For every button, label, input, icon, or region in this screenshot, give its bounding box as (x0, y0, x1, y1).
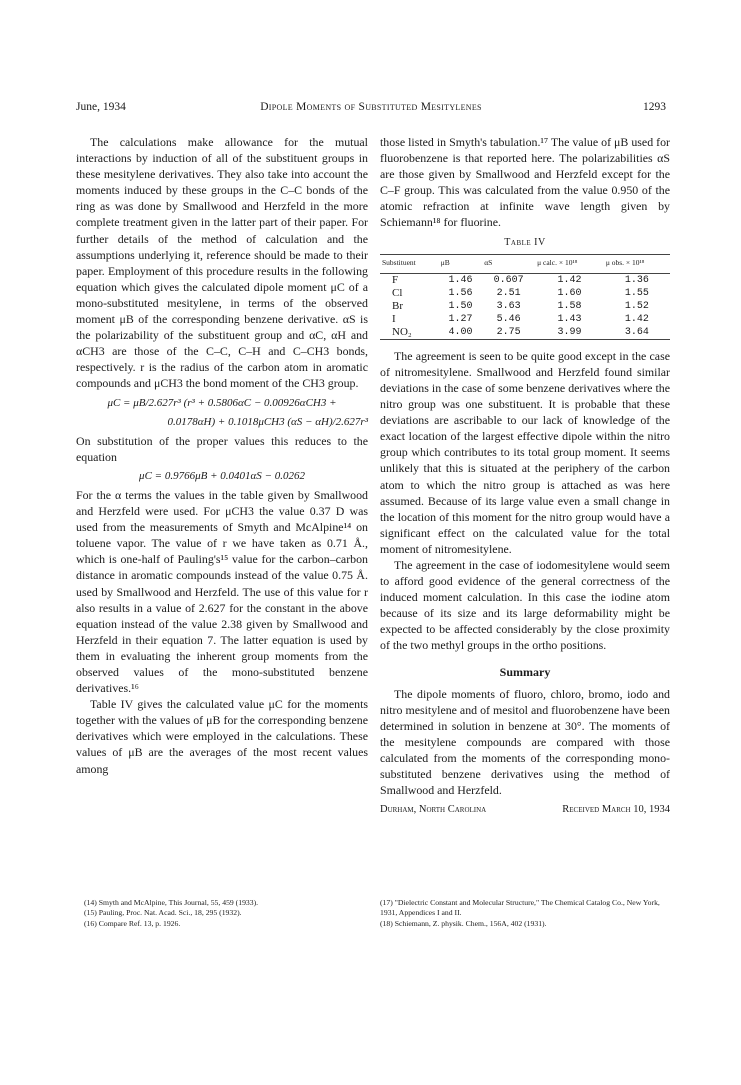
table-cell: I (392, 312, 396, 325)
footnote: (14) Smyth and McAlpine, This Journal, 55, 459 (1933). (84, 898, 259, 907)
location: Durham, North Carolina (380, 804, 487, 816)
paragraph: The agreement in the case of iodomesitylene would seem to afford good evidence of the general correctness of the induced moment calculation. In this case the iodine atom because of its size and its large deformability might be expected to be affected considerably by the close proximity of the two methyl groups in the ortho positions. (380, 557, 670, 653)
table-cell: NO₂ (380, 326, 439, 340)
table-cell: 1.27 (448, 313, 473, 325)
page-number: 1293 (643, 101, 666, 113)
table-header: αS (482, 254, 535, 273)
received-date: Received March 10, 1934 (562, 804, 670, 816)
header-date: June, 1934 (76, 101, 126, 113)
paragraph: those listed in Smyth's tabulation.¹⁷ The value of μB used for fluorobenzene is that reported here. The polarizabilities αS are those given by Smallwood and Herzfeld except for the C–F group. This was calculated from the value 0.950 of the atomic refraction at infinite wave length given by Schiemann¹⁸ for fluorine. (380, 135, 670, 230)
affiliation-line (380, 802, 670, 818)
table-cell: Cl (392, 286, 403, 299)
paragraph: Table IV gives the calculated value μC for the moments together with the values of μB for the corresponding benzene derivatives which were employed in the calculations. These values of μB are the averages of the most recent values among (76, 697, 368, 776)
summary-heading: Summary (499, 664, 551, 679)
footnotes-left (84, 898, 366, 929)
running-header (76, 101, 666, 117)
table-cell: 5.46 (496, 313, 521, 325)
table-cell: 1.42 (624, 313, 649, 325)
footnote: (18) Schiemann, Z. physik. Chem., 156A, 402 (1931). (380, 918, 547, 928)
table-cell: 1.36 (624, 274, 649, 286)
table-cell: 1.58 (557, 300, 582, 312)
footnote: (15) Pauling, Proc. Nat. Acad. Sci., 18, 295 (1932). (84, 908, 242, 918)
header-title: Dipole Moments of Substituted Mesitylenes (260, 101, 482, 113)
table-header: μB (439, 254, 483, 273)
left-column (76, 134, 368, 777)
table-row (380, 287, 670, 300)
summary-paragraph: The dipole moments of fluoro, chloro, bromo, iodo and nitro mesitylene and of mesitol and fluorobenzene have been determined in solution in benzene at 30°. The moments of the mesitylene compounds are compared with those calculated from the moments of the corresponding mono-substituted benzene derivatives using the method of Smallwood and Herzfeld. (380, 686, 670, 798)
table-cell: 1.43 (557, 313, 582, 325)
equation-1-line-2: 0.0178αH) + 0.1018μCH3 (αS − αH)/2.627r³ (167, 415, 368, 428)
paragraph: The agreement is seen to be quite good except in the case of nitromesitylene. Smallwood and Herzfeld found similar deviations in the case of some benzene derivatives where the nitro group was one substituent. It is probable that these deviations are ascribable to our lack of knowledge of the exact location of the largest effective dipole within the nitro group which contributes to its total group moment. It seems unlikely that this is situated at the periphery of the carbon atom to which the nitro group is attached as was here assumed. Because of its large value even a small change in the location of this moment for the nitro group would have a significant effect on the calculated value for the total moment of nitromesitylene. (380, 348, 670, 556)
footnote: (16) Compare Ref. 13, p. 1926. (84, 918, 181, 928)
table-cell: 3.64 (604, 326, 670, 340)
footnote: (17) "Dielectric Constant and Molecular Structure," The Chemical Catalog Co., New York, 1931, Appendices I and II. (380, 898, 660, 918)
table-cell: 3.99 (535, 326, 604, 340)
table-row (380, 313, 670, 326)
table-cell: 1.56 (448, 287, 473, 299)
footnotes-right (380, 898, 670, 929)
table-header: Substituent (380, 254, 439, 273)
table-row (380, 326, 670, 340)
table-iv (380, 254, 670, 340)
table-title: Table IV (504, 236, 546, 248)
table-cell: 1.52 (624, 300, 649, 312)
table-cell: 1.60 (557, 287, 582, 299)
table-cell: 0.607 (493, 274, 524, 286)
table-cell: 3.63 (496, 300, 521, 312)
table-cell: 2.75 (482, 326, 535, 340)
table-header: μ calc. × 10¹⁸ (535, 254, 604, 273)
table-cell: Br (392, 299, 403, 312)
paragraph: For the α terms the values in the table given by Smallwood and Herzfeld were used. For μCH3 the value 0.37 D was used from the measurements of Smyth and McAlpine¹⁴ on toluene vapor. The value of r we have taken as 0.71 Å., which is one-half of Pauling's¹⁵ value for the carbon–carbon distance in aromatic compounds instead of the value 0.75 Å. used by Smallwood and Herzfeld. The use of this value for r also results in a value of 2.627 for the constant in the above equation instead of the value 2.38 given by Smallwood and Herzfeld in their equation 7. The latter equation is used by them in evaluating the inherent group moments from the observed values of the mono-substituted benzene derivatives.¹⁶ (76, 487, 368, 696)
table-cell: 1.42 (557, 274, 582, 286)
paragraph: On substitution of the proper values this reduces to the equation (76, 433, 368, 464)
table-cell: F (392, 273, 399, 286)
right-column (380, 134, 670, 818)
table-cell: 1.46 (448, 274, 473, 286)
table-row (380, 300, 670, 313)
table-cell: 1.50 (448, 300, 473, 312)
table-cell: 1.55 (624, 287, 649, 299)
equation-2: μC = 0.9766μB + 0.0401αS − 0.0262 (139, 469, 305, 482)
equation-1-line-1: μC = μB/2.627r³ (r³ + 0.5806αC − 0.00926αCH3 + (107, 396, 337, 409)
paragraph: The calculations make allowance for the mutual interactions by induction of all of the substituent groups in these mesitylene derivatives. They also take into account the moments induced by these groups in the C–C bonds of the ring as was done by Smallwood and Herzfeld in the more complete treatment given in the latter part of their paper. For further details of the method of calculation and the assumptions underlying it, reference should be made to their paper. Employment of this procedure results in the following equation which gives the calculated dipole moment μC of a mono-substituted mesitylene, in terms of the observed moment μB of the corresponding benzene derivative. αS is the polarizability of the substituent group and αC, αH and αCH3 are those of the C–C, C–H and C–CH3 bonds, respectively. r is the radius of the carbon atom in aromatic compounds and μCH3 the bond moment of the CH3 group. (76, 135, 368, 391)
table-header: μ obs. × 10¹⁸ (604, 254, 670, 273)
table-cell: 4.00 (439, 326, 483, 340)
table-cell: 2.51 (496, 287, 521, 299)
table-row (380, 273, 670, 287)
